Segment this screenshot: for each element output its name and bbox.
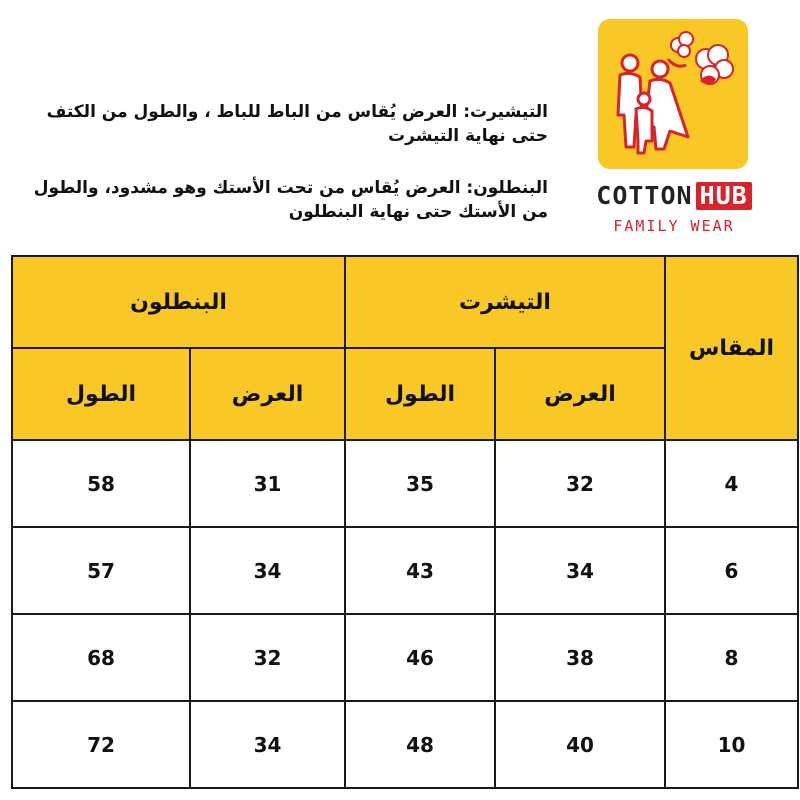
size-cell: 8 bbox=[665, 614, 798, 701]
tshirt-header: التيشرت bbox=[345, 256, 665, 348]
size-cell: 4 bbox=[665, 440, 798, 527]
tshirt-width-cell: 34 bbox=[495, 527, 665, 614]
pants-length-cell: 68 bbox=[12, 614, 190, 701]
table-row bbox=[12, 614, 798, 701]
table-row bbox=[12, 527, 798, 614]
tshirt-length-header: الطول bbox=[345, 348, 495, 440]
tshirt-length-cell: 35 bbox=[345, 440, 495, 527]
table-row bbox=[12, 440, 798, 527]
pants-width-cell: 32 bbox=[190, 614, 345, 701]
brand-tagline: FAMILY WEAR bbox=[613, 217, 735, 235]
size-cell: 6 bbox=[665, 527, 798, 614]
pants-width-cell: 34 bbox=[190, 527, 345, 614]
measurement-notes bbox=[8, 100, 548, 224]
pants-width-header: العرض bbox=[190, 348, 345, 440]
brand-logo bbox=[598, 19, 748, 169]
pants-note-line-1: البنطلون: العرض يُقاس من تحت الأستك وهو مشدود، والطول bbox=[33, 178, 548, 198]
brand-name-main: COTTON bbox=[596, 181, 693, 210]
size-cell: 10 bbox=[665, 701, 798, 788]
pants-length-cell: 57 bbox=[12, 527, 190, 614]
pants-width-cell: 31 bbox=[190, 440, 345, 527]
tshirt-width-cell: 40 bbox=[495, 701, 665, 788]
tshirt-length-cell: 43 bbox=[345, 527, 495, 614]
pants-width-cell: 34 bbox=[190, 701, 345, 788]
table-header-row bbox=[12, 256, 798, 348]
pants-header: البنطلون bbox=[12, 256, 345, 348]
size-header: المقاس bbox=[665, 256, 798, 440]
tshirt-note-line-1: التيشيرت: العرض يُقاس من الباط للباط ، والطول من الكتف bbox=[46, 102, 548, 122]
brand-name-highlight: HUB bbox=[696, 182, 752, 210]
tshirt-width-header: العرض bbox=[495, 348, 665, 440]
tshirt-width-cell: 38 bbox=[495, 614, 665, 701]
table-row bbox=[12, 701, 798, 788]
family-cotton-icon bbox=[598, 19, 748, 169]
pants-note-line-2: من الأستك حتى نهاية البنطلون bbox=[288, 202, 548, 222]
brand-name bbox=[588, 180, 760, 212]
tshirt-length-cell: 48 bbox=[345, 701, 495, 788]
pants-length-cell: 58 bbox=[12, 440, 190, 527]
size-chart-table bbox=[11, 255, 799, 789]
pants-length-header: الطول bbox=[12, 348, 190, 440]
tshirt-width-cell: 32 bbox=[495, 440, 665, 527]
tshirt-note-line-2: حتى نهاية التيشرت bbox=[388, 126, 548, 146]
brand-wordmark bbox=[588, 180, 760, 236]
tshirt-length-cell: 46 bbox=[345, 614, 495, 701]
pants-length-cell: 72 bbox=[12, 701, 190, 788]
